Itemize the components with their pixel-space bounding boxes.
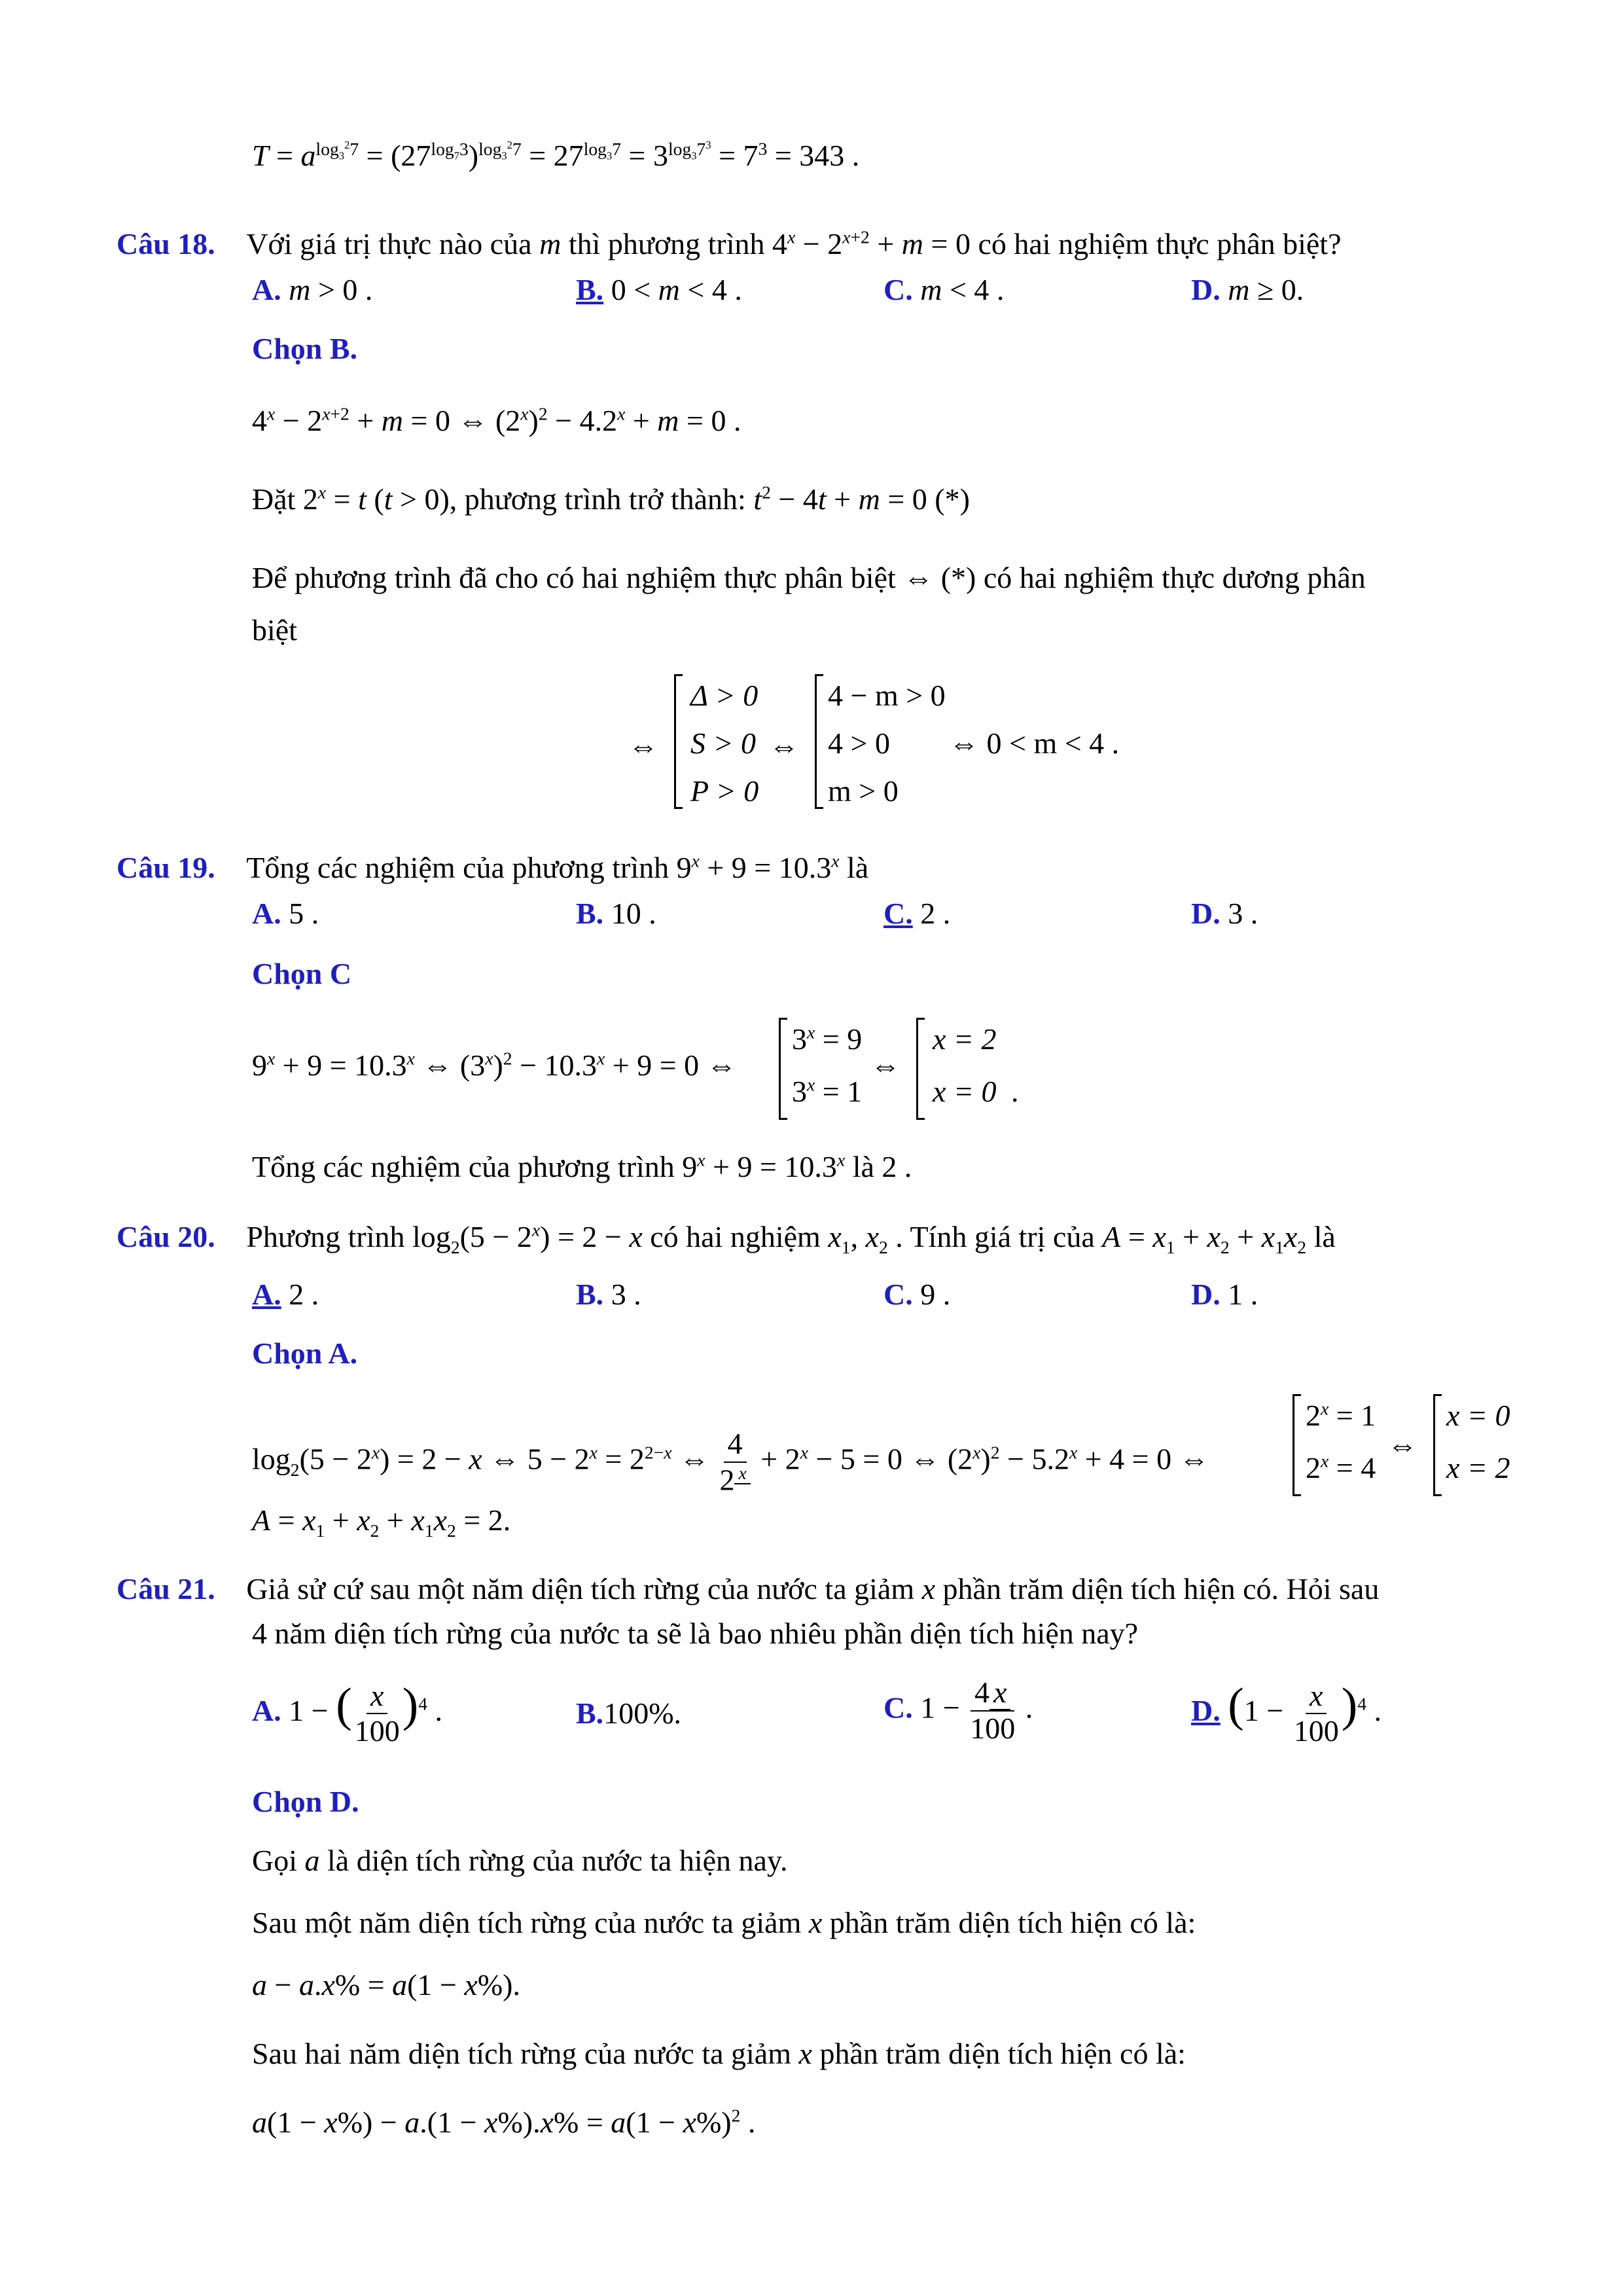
answer-choice: Chọn A.	[252, 1336, 358, 1370]
equivalence-symbol: ⇔	[870, 1049, 901, 1082]
case-line: x = 0	[1446, 1399, 1510, 1432]
case-line: x = 2	[1446, 1451, 1510, 1484]
solution-step: biệt	[252, 613, 297, 647]
system-result: ⇔ 0 < m < 4 .	[949, 726, 1120, 760]
option-c[interactable]: C. 9 .	[883, 1278, 951, 1311]
system-line: Δ > 0	[690, 679, 758, 712]
period: .	[1011, 1075, 1019, 1108]
system-line: S > 0	[690, 726, 757, 760]
solution-step: $9^x + 9 = 10.3^x$ ⇔ $(3^x)^2 - 10.3^x + 9 = 0$ ⇔	[252, 1048, 737, 1082]
question-21: Câu 21. Giả sử cứ sau một năm diện tích rừng của nước ta giảm x phần trăm diện tích hiện có. Hỏi sau	[116, 1572, 1380, 1605]
solution-step: $\log_2(5 - 2^x) = 2 - x$ ⇔ $5 - 2^x = 2^{2-x}$ ⇔ $\frac{4}{2 ^x}$ + $2^x - 5 = 0$ ⇔ $(2^x)^2 - 5.2^x + 4 = 0$ ⇔	[252, 1427, 1209, 1497]
system-brace	[674, 674, 683, 809]
case-bracket	[916, 1018, 925, 1120]
option-b[interactable]: B. 10 .	[576, 897, 656, 930]
option-b[interactable]: B. 3 .	[576, 1278, 641, 1311]
case-line: x = 2	[933, 1022, 997, 1056]
answer-choice: Chọn D.	[252, 1785, 359, 1818]
solution-formula: $a(1 - x\%) - a.(1 - x\%).x\% = a(1 - x\%)^2$ .	[252, 2105, 756, 2139]
equivalence-symbol: ⇔	[628, 729, 658, 762]
case-line: x = 0	[933, 1075, 997, 1108]
option-b[interactable]: B. 0 < m < 4 .	[576, 273, 742, 306]
top-formula: $T = a^{log_3^27} = (27^{log_73})^{log_3^27} = 27^{log_37} = 3^{log_37^3} = 7^3 = 343$ .	[252, 138, 860, 172]
result: $A = x_1 + x_2 + x_1x_2 = 2$.	[252, 1503, 511, 1541]
solution-formula: a − a.x% = a(1 − x%).	[252, 1968, 520, 2001]
conclusion: Tổng các nghiệm của phương trình $9^x + 9 = 10.3^x$ là 2 .	[252, 1149, 912, 1183]
option-c[interactable]: C. 1 − $\frac{4 x}{100}$ .	[883, 1676, 1033, 1745]
option-d[interactable]: D. m ≥ 0.	[1191, 273, 1304, 306]
solution-paragraph: Sau một năm diện tích rừng của nước ta giảm x phần trăm diện tích hiện có là:	[252, 1906, 1196, 1939]
question-18: Câu 18. Với giá trị thực nào của m thì phương trình $4^x - 2^{x+2} + m = 0$ có hai nghiệm thực phân biệt?	[116, 226, 1342, 260]
system-line: P > 0	[690, 774, 759, 808]
option-a[interactable]: A. 1 − ( $\frac{x}{100}$ )$^4$ .	[252, 1677, 443, 1748]
option-b[interactable]: B.100%.	[576, 1696, 682, 1730]
solution-step: Để phương trình đã cho có hai nghiệm thực phân biệt ⇔ (*) có hai nghiệm thực dương phân	[252, 561, 1366, 594]
answer-choice: Chọn C	[252, 957, 352, 990]
system-brace	[815, 674, 823, 809]
answer-choice: Chọn B.	[252, 332, 358, 365]
system-line: 4 − m > 0	[828, 679, 946, 712]
case-line: $2^x = 4$	[1306, 1450, 1376, 1484]
option-c[interactable]: C. 2 .	[883, 897, 951, 930]
question-20: Câu 20. Phương trình $\log_2(5 - 2^x) = 2 - x$ có hai nghiệm $x_1$, $x_2$ . Tính giá trị của $A = x_1 + x_2 + x_1x_2$ là	[116, 1219, 1336, 1258]
option-c[interactable]: C. m < 4 .	[883, 273, 1005, 306]
solution-paragraph: Gọi a là diện tích rừng của nước ta hiện nay.	[252, 1844, 788, 1877]
option-a[interactable]: A. m > 0 .	[252, 273, 373, 306]
question-19: Câu 19. Tổng các nghiệm của phương trình $9^x + 9 = 10.3^x$ là	[116, 850, 869, 884]
system-line: m > 0	[828, 774, 899, 808]
case-bracket	[1293, 1394, 1301, 1496]
solution-step: $4^x - 2^{x+2} + m = 0$ ⇔ $(2^x)^2 - 4.2^x + m = 0$ .	[252, 403, 741, 437]
question-text: 4 năm diện tích rừng của nước ta sẽ là bao nhiêu phần diện tích hiện nay?	[252, 1617, 1139, 1650]
option-a[interactable]: A. 5 .	[252, 897, 319, 930]
case-line: $3^x = 9$	[792, 1022, 863, 1056]
solution-step: Đặt $2^x = t$ (t > 0), phương trình trở thành: $t^2 - 4t + m = 0$ (*)	[252, 482, 970, 516]
case-bracket	[779, 1018, 787, 1120]
case-line: $2^x = 1$	[1306, 1398, 1376, 1432]
question-label: Câu 18.	[116, 227, 215, 260]
option-d[interactable]: D. (1 − $\frac{x}{100}$ )$^4$ .	[1191, 1677, 1382, 1748]
case-line: $3^x = 1$	[792, 1074, 863, 1108]
case-bracket	[1433, 1394, 1442, 1496]
equivalence-symbol: ⇔	[1387, 1428, 1418, 1462]
solution-paragraph: Sau hai năm diện tích rừng của nước ta giảm x phần trăm diện tích hiện có là:	[252, 2037, 1186, 2070]
system-line: 4 > 0	[828, 726, 890, 760]
option-d[interactable]: D. 1 .	[1191, 1278, 1258, 1311]
option-a[interactable]: A. 2 .	[252, 1278, 319, 1311]
equivalence-symbol: ⇔	[769, 729, 799, 762]
option-d[interactable]: D. 3 .	[1191, 897, 1258, 930]
